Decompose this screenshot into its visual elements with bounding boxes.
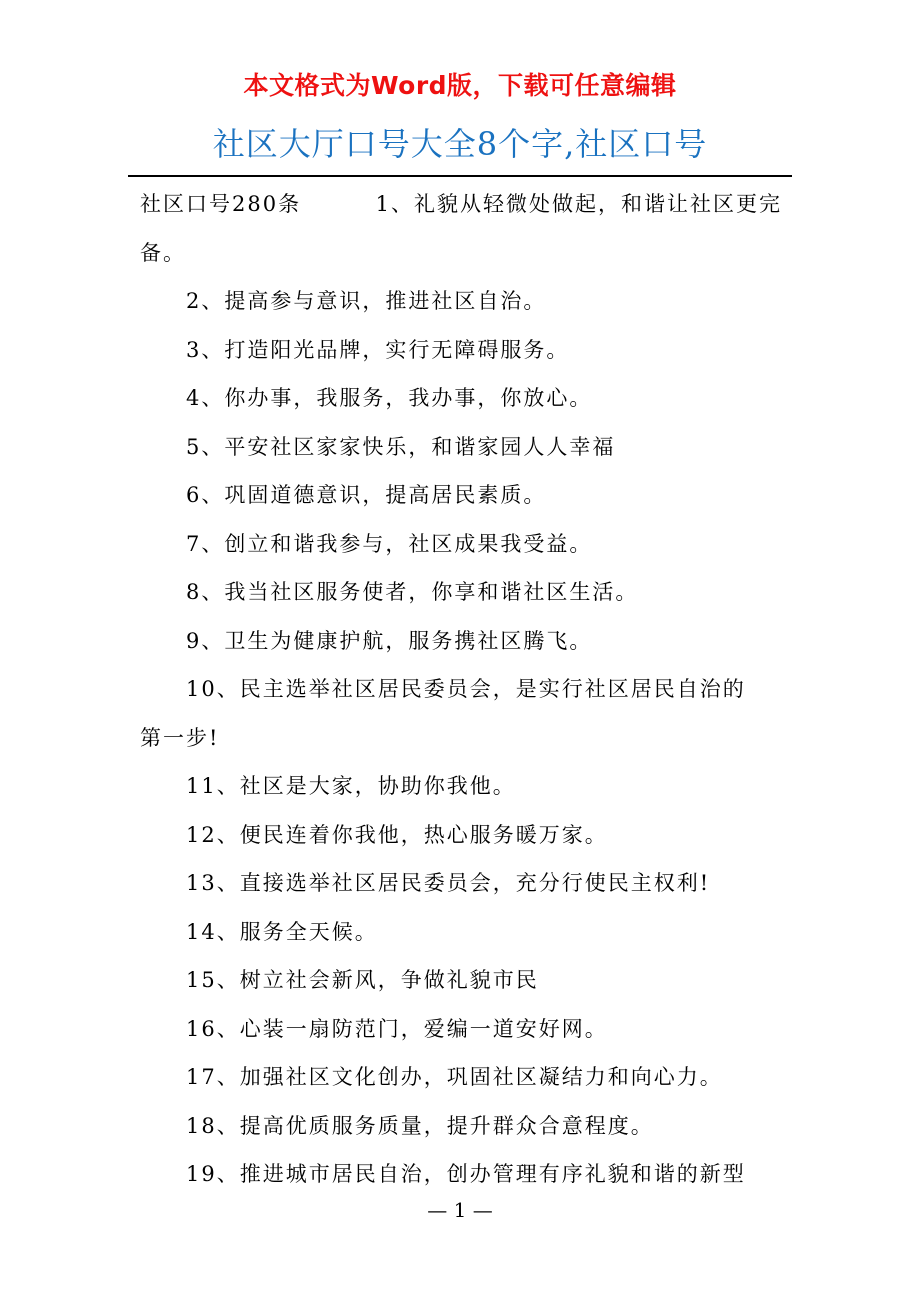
list-item: 2、提高参与意识，推进社区自治。 [186,289,547,313]
list-item: 12、便民连着你我他，热心服务暖万家。 [186,822,608,847]
list-item: 6、巩固道德意识，提高居民素质。 [186,483,547,507]
list-item: 15、树立社会新风，争做礼貌市民 [186,968,539,992]
list-item-1: 1、礼貌从轻微处做起，和谐让社区更完 [375,192,782,216]
list-item: 13、直接选举社区居民委员会，充分行使民主权利! [186,871,711,895]
intro-heading: 社区口号280条 [140,192,302,216]
list-item: 5、平安社区家家快乐，和谐家园人人幸福 [186,434,616,459]
format-banner: 本文格式为Word版，下载可任意编辑 [243,71,677,100]
list-item: 16、心装一扇防范门，爱编一道安好网。 [186,1016,608,1041]
list-item: 18、提高优质服务质量，提升群众合意程度。 [186,1113,654,1138]
page-number: — 1 — [427,1198,493,1222]
page-title: 社区大厅口号大全8个字,社区口号 [212,125,708,163]
list-item: 10、民主选举社区居民委员会，是实行社区居民自治的 [186,677,746,701]
list-item: 4、你办事，我服务，我办事，你放心。 [186,386,593,410]
list-item: 9、卫生为健康护航，服务携社区腾飞。 [186,628,593,653]
list-item-cont: 第一步! [140,725,220,750]
title-divider [128,175,792,177]
list-item: 7、创立和谐我参与，社区成果我受益。 [186,531,593,556]
intro-line [140,180,782,229]
list-item: 3、打造阳光品牌，实行无障碍服务。 [186,337,570,362]
list-item: 17、加强社区文化创办，巩固社区凝结力和向心力。 [186,1065,723,1089]
list-item: 19、推进城市居民自治，创办管理有序礼貌和谐的新型 [186,1162,746,1186]
list-item: 14、服务全天候。 [186,919,378,944]
list-item: 8、我当社区服务使者，你享和谐社区生活。 [186,580,639,604]
list-item: 11、社区是大家，协助你我他。 [186,774,516,798]
document-body [140,180,782,1199]
list-item-1-cont: 备。 [140,240,186,265]
